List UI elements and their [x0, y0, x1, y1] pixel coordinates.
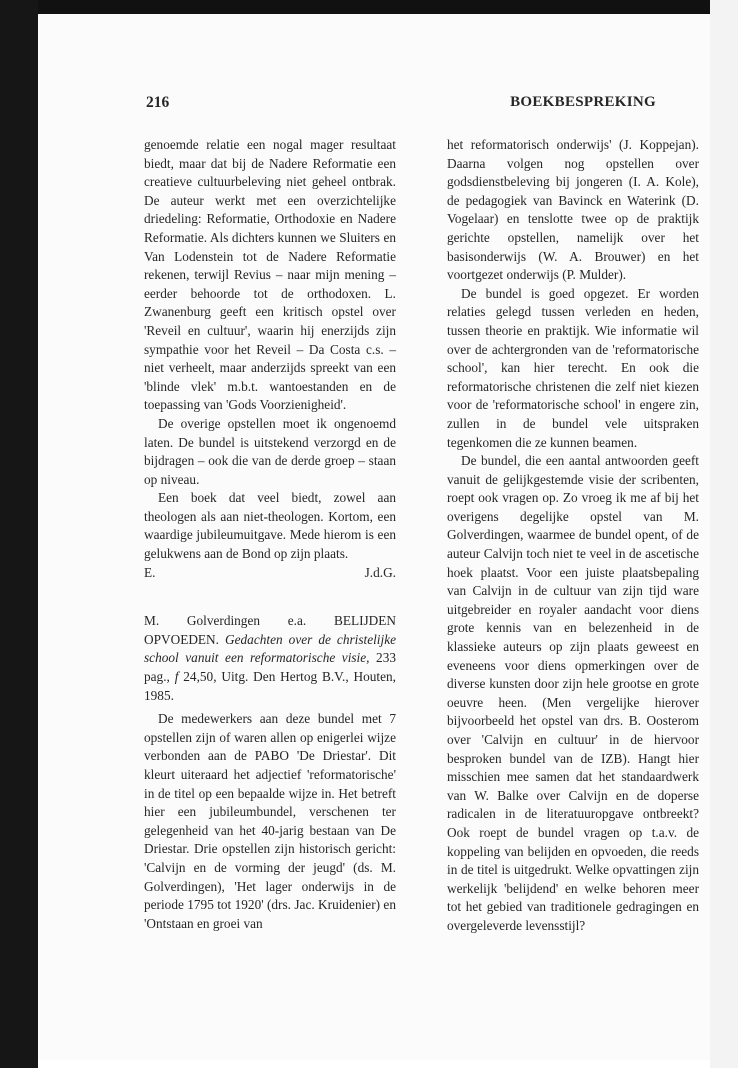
right-paragraph-3: De bundel, die een aantal antwoorden geeft vanuit de gelijkgestemde visie der scribenten, roept ook vragen op. Zo vroeg ik me af bij het overigens degelijke opstel van M. Golverdingen, waarmee de bundel opent, of de auteur Calvijn toch niet te veel in de ascetische hoek plaatst. Voor een juiste plaatsbepaling van Calvijn in de cultuur van zijn tijd ware uitgebreider en royaler aandacht voor diens grote kennis van en belezenheid in de klassieke auteurs op zijn plaats geweest en eveneens voor diens opmerkingen over de diverse kunsten door zijn hele grootse en grote oeuvre heen. (Men vergelijke hierover bijvoorbeeld het opstel van drs. B. Oosterom over 'Calvijn en cultuur' in de hiervoor besproken bundel van de IZB). Hangt hier misschien mee samen dat het standaardwerk van W. Balke over Calvijn en de doperse radicalen in de literatuuropgave ontbreekt? Ook roept de bundel vragen op t.a.v. de koppeling van belijden en opvoeden, die reeds in de titel is uitgedrukt. Welke opvattingen zijn werkelijk 'belijdend' en welke behoren meer tot het gebied van traditionele gedragingen en overgeleverde levensstijl? [447, 453, 699, 933]
left-paragraph-2: De overige opstellen moet ik ongenoemd laten. De bundel is uitstekend verzorgd en de bijdragen – ook die van de derde groep – staan op niveau. [144, 415, 396, 487]
running-title: BOEKBESPREKING [510, 94, 656, 110]
book-page [38, 14, 710, 1060]
review-currency: f [174, 669, 179, 685]
signature-right: J.d.G. [364, 564, 396, 580]
section-gap [144, 582, 396, 612]
scan-border-left [0, 0, 38, 1068]
left-paragraph-1: genoemde relatie een nogal mager resultaat biedt, maar dat bij de Nadere Reformatie een creatieve cultuurbeleving niet geheel ontbrak. De auteur werkt met een overzichtelijke driedeling: Reformatie, Orthodoxie en Nadere Reformatie. Als dichters kunnen we Sluiters en Van Lodenstein tot de Nadere Reformatie rekenen, terwijl Revius – naar mijn mening – eerder behoorde tot de orthodoxen. L. Zwanenburg geeft een kritisch opstel over 'Reveil en cultuur', waarin hij enerzijds zijn sympathie voor het Reveil – Da Costa c.s. – niet verheelt, maar anderzijds spreekt van een 'blinde vlek' m.b.t. wantoestanden en de toepassing van 'Gods Voorzienigheid'. [144, 137, 396, 413]
right-column [447, 136, 699, 936]
review-pages: 233 pag., [144, 650, 396, 685]
right-paragraph-1: het reformatorisch onderwijs' (J. Koppejan). Daarna volgen nog opstellen over godsdienstbeleving bij jongeren (I. A. Kole), de pedagogiek van Bavinck en Waterink (D. Vogelaar) en tenslotte twee op de praktijk gerichte opstellen, namelijk over het basisonderwijs (W. A. Brouwer) en het voortgezet onderwijs (P. Mulder). [447, 137, 699, 283]
review-heading [144, 612, 396, 705]
right-paragraph-2: De bundel is goed opgezet. Er worden relaties gelegd tussen verleden en heden, tussen theorie en praktijk. Wie informatie wil over de achtergronden van de 'reformatorische school', kan hier terecht. En ook die reformatorische christenen die zelf niet kiezen voor de 'reformatorische school' in engere zin, zullen in de bundel vele uitspraken tegenkomen die ze kunnen beamen. [447, 285, 699, 450]
left-column [144, 136, 396, 933]
left-paragraph-3: Een boek dat veel biedt, zowel aan theologen als aan niet-theologen. Kortom, een waardige jubileumuitgave. Mede hierom is een gelukwens aan de Bond op zijn plaats. [144, 490, 396, 562]
scan-border-top [0, 0, 738, 14]
review-details: 24,50, Uitg. Den Hertog B.V., Houten, 1985. [144, 669, 397, 703]
review-title: M. Golverdingen e.a. BELIJDEN OPVOEDEN. [144, 613, 396, 647]
scan-border-right [710, 0, 738, 1068]
left-paragraph-4: De medewerkers aan deze bundel met 7 opstellen zijn of waren allen op enigerlei wijze verbonden aan de PABO 'De Driestar'. Dit kleurt uiteraard het adjectief 'reformatorische' in de titel op een bepaalde wijze in. Het betreft hier een jubileumbundel, verschenen ter gelegenheid van het 40-jarig bestaan van De Driestar. Drie opstellen zijn historisch gericht: 'Calvijn en de vorming der jeugd' (ds. M. Golverdingen), 'Het lager onderwijs in de periode 1795 tot 1920' (drs. Jac. Kruidenier) en 'Ontstaan en groei van [144, 711, 396, 931]
review-subtitle: Gedachten over de christelijke school vanuit een reformatorische visie, [144, 631, 396, 666]
signature-row [144, 564, 396, 583]
signature-left: E. [144, 564, 156, 580]
page-number: 216 [146, 94, 170, 111]
